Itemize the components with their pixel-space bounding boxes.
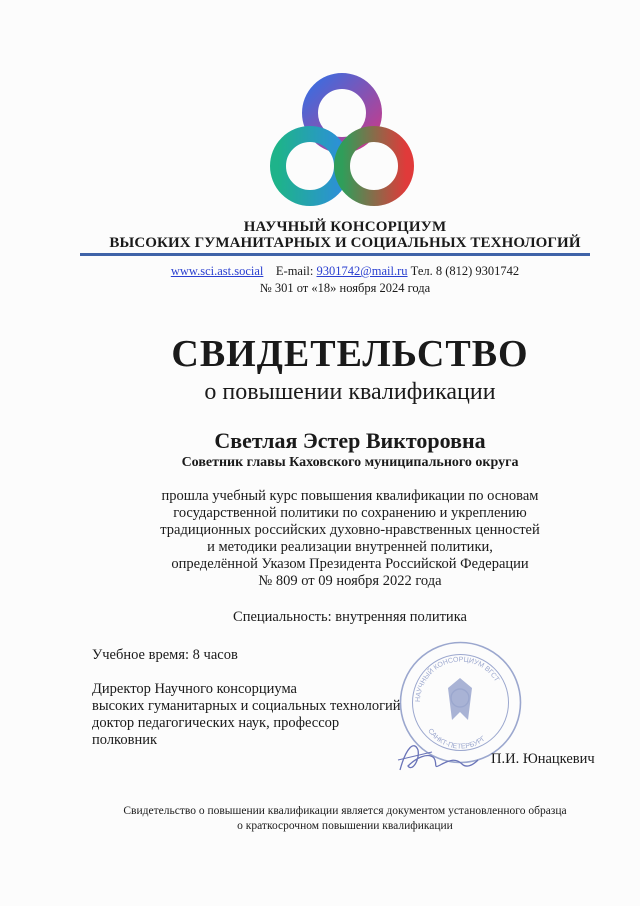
recipient-position: Советник главы Каховского муниципального округа xyxy=(181,455,519,470)
signatory-line: Директор Научного консорциума xyxy=(92,681,297,697)
footer-note xyxy=(80,804,610,834)
footer-line1: Свидетельство о повышении квалификации является документом установленного образца xyxy=(123,805,567,817)
org-name-line2: ВЫСОКИХ ГУМАНИТАРНЫХ И СОЦИАЛЬНЫХ ТЕХНОЛОГИЙ xyxy=(109,235,581,251)
study-hours: Учебное время: 8 часов xyxy=(92,647,238,663)
contacts-line xyxy=(100,264,590,279)
stamp-text-bottom: САНКТ-ПЕТЕРБУРГ xyxy=(426,727,487,751)
body-line: государственной политики по сохранению и укреплению xyxy=(173,505,527,521)
footer-line2: о краткосрочном повышении квалификации xyxy=(237,820,453,832)
body-line: № 809 от 09 ноября 2022 года xyxy=(258,573,442,589)
body-line: и методики реализации внутренней политики, xyxy=(207,539,493,555)
document-number: № 301 от «18» ноября 2024 года xyxy=(259,281,431,295)
consortium-logo xyxy=(262,68,422,213)
signature xyxy=(392,730,482,780)
signatory-line: полковник xyxy=(92,732,158,748)
body-line: традиционных российских духовно-нравственных ценностей xyxy=(160,522,540,538)
specialty: Специальность: внутренняя политика xyxy=(233,609,467,625)
signatory-line: доктор педагогических наук, профессор xyxy=(92,715,340,731)
website-link[interactable]: www.sci.ast.social xyxy=(170,264,264,278)
recipient-name: Светлая Эстер Викторовна xyxy=(214,428,486,453)
body-line: прошла учебный курс повышения квалификации по основам xyxy=(161,488,539,504)
signatory-line: высоких гуманитарных и социальных технологий xyxy=(92,698,401,714)
org-name-line1: НАУЧНЫЙ КОНСОРЦИУМ xyxy=(243,219,447,235)
email-link[interactable]: 9301742@mail.ru xyxy=(316,264,408,278)
stamp-text-top: НАУЧНЫЙ КОНСОРЦИУМ ВГСТ xyxy=(414,656,500,703)
phone: Тел. 8 (812) 9301742 xyxy=(410,264,520,278)
body-line: определённой Указом Президента Российской Федерации xyxy=(171,556,529,572)
email-label: E-mail: xyxy=(275,264,314,278)
certificate-subtitle: о повышении квалификации xyxy=(204,379,496,405)
header-divider xyxy=(80,253,590,256)
signatory-name: П.И. Юнацкевич xyxy=(491,751,595,767)
certificate-title: СВИДЕТЕЛЬСТВО xyxy=(171,333,529,375)
